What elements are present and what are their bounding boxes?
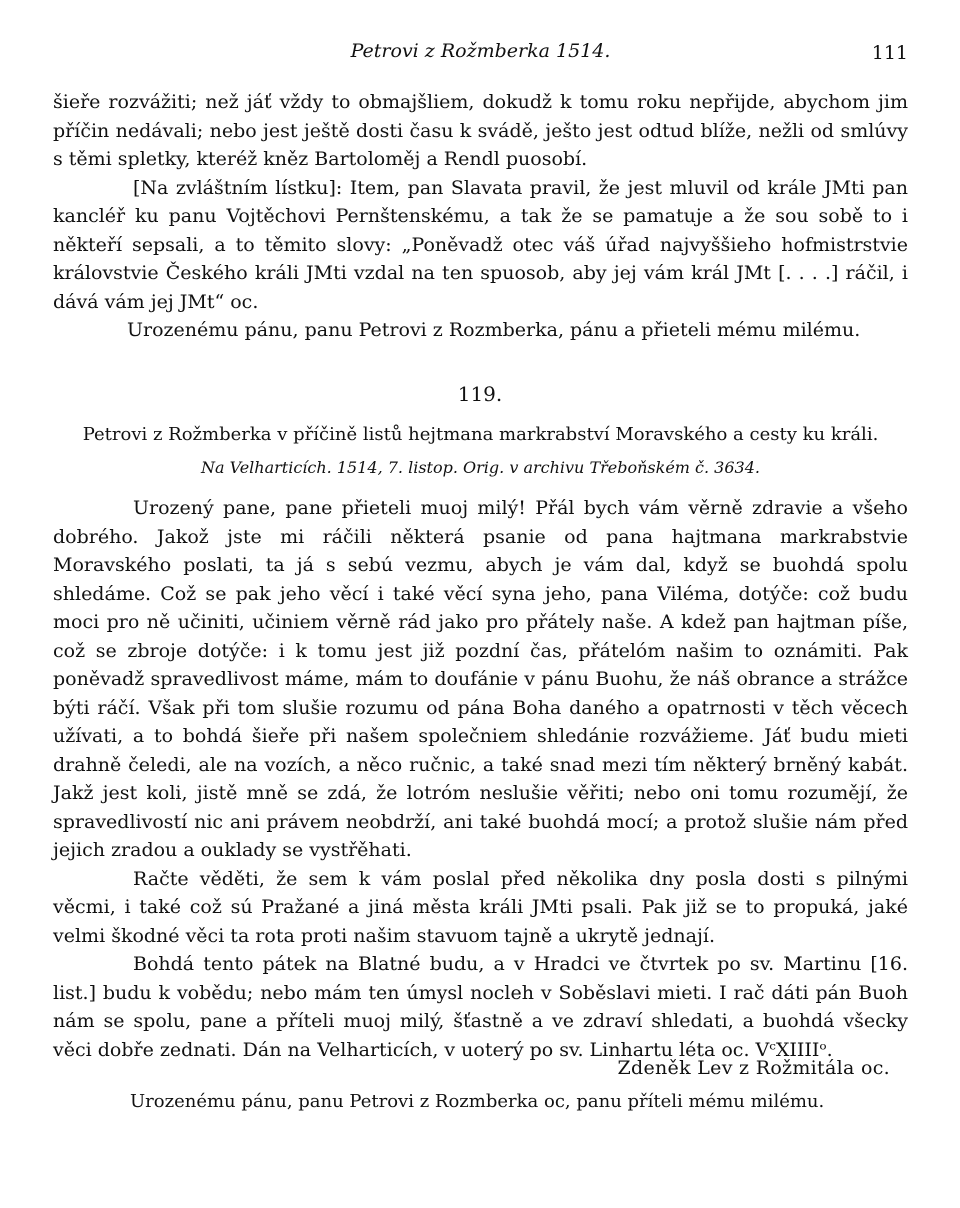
previous-letter-ending	[53, 88, 908, 345]
letter-source: Na Velharticích. 1514, 7. listop. Orig. v archivu Třeboňském č. 3634.	[201, 458, 760, 477]
page-header	[53, 40, 908, 70]
letter-paragraph: Bohdá tento pátek na Blatné budu, a v Hradci ve čtvrtek po sv. Martinu [16. list.] budu k vobědu; nebo mám ten úmysl nocleh v Soběslavi mieti. I rač dáti pán Buoh nám se spolu, pane a příteli muoj milý, šťastně a ve zdraví shledati, a buohdá všecky věci dobře zednati. Dán na Velharticích, v uoterý po sv. Linhartu léta oc. VᶜXIIIIᵒ.	[53, 953, 908, 1061]
letter-number: 119.	[457, 382, 503, 406]
running-title: Petrovi z Rožmberka 1514.	[350, 40, 611, 62]
page-number: 111	[871, 42, 908, 64]
closing-address: Urozenému pánu, panu Petrovi z Rozmberka oc, panu příteli mému milému.	[130, 1091, 825, 1112]
letter-paragraph: Račte věděti, že sem k vám poslal před několika dny posla dosti s pilnými věcmi, i také což sú Pražané a jiná města králi JMti psali. Pak již se to propuká, jaké velmi škodné věci ta rota proti našim stavuom tajně a ukrytě jednají.	[53, 867, 908, 947]
letter-title: Petrovi z Rožmberka v příčině listů hejtmana markrabství Moravského a cesty ku králi.	[82, 424, 879, 445]
signature: Zdeněk Lev z Rožmitála oc.	[617, 1057, 890, 1079]
previous-letter-address: Urozenému pánu, panu Petrovi z Rozmberka, pánu a přieteli mému milému.	[127, 319, 861, 341]
separate-note-paragraph: [Na zvláštním lístku]: Item, pan Slavata pravil, že jest mluvil od krále JMti pan kancléř ku panu Vojtěchovi Pernštenskému, a tak že se pamatuje a že sou sobě to i někteří sepsali, a to těmito slovy: „Poněvadž otec váš úřad najvyššieho hofmistrstvie královstvie Českého králi JMti vzdal na ten spuosob, aby jej vám král JMt [. . . .] ráčil, i dává vám jej JMt“ oc.	[53, 176, 908, 313]
letter-body	[53, 494, 908, 1064]
letter-paragraph: Urozený pane, pane přieteli muoj milý! Přál bych vám věrně zdravie a všeho dobrého. Jakož jste mi ráčili některá psanie od pana hajtmana markrabstvie Moravského poslati, ta já s sebú vezmu, abych je vám dal, když se buohdá spolu shledáme. Což se pak jeho věcí i také věcí syna jeho, pana Viléma, dotýče: což budu moci pro ně učiniti, učiniem věrně rád jako pro přátely naše. A kdež pan hajtman píše, což se zbroje dotýče: i k tomu jest již pozdní čas, přátelóm našim to oznámiti. Pak poněvadž spravedlivost máme, mám to doufánie v pánu Buohu, že náš obrance a strážce býti ráčí. Však při tom slušie rozumu od pána Boha daného a opatrnosti v těch věcech užívati, a to bohdá šieře při našem společniem shledánie rozvážieme. Jáť budu mieti drahně čeledi, ale na vozích, a něco ručnic, a také snad mezi tím některý brněný kabát. Jakž jest koli, jistě mně se zdá, že lotróm neslušie věřiti; nebo oni tomu rozumějí, že spravedlivostí nic ani právem neobdrží, ani také buohdá mocí; a protož slušie nám před jejich zradou a ouklady se vystřěhati.	[53, 497, 908, 861]
previous-letter-paragraph: šieře rozvážiti; než jáť vždy to obmajšliem, dokudž k tomu roku nepřijde, abychom jim příčin nedávali; nebo jest ještě dosti času k svádě, ješto jest odtud blíže, nežli od smlúvy s těmi spletky, kteréž kněz Bartoloměj a Rendl puosobí.	[53, 91, 908, 170]
